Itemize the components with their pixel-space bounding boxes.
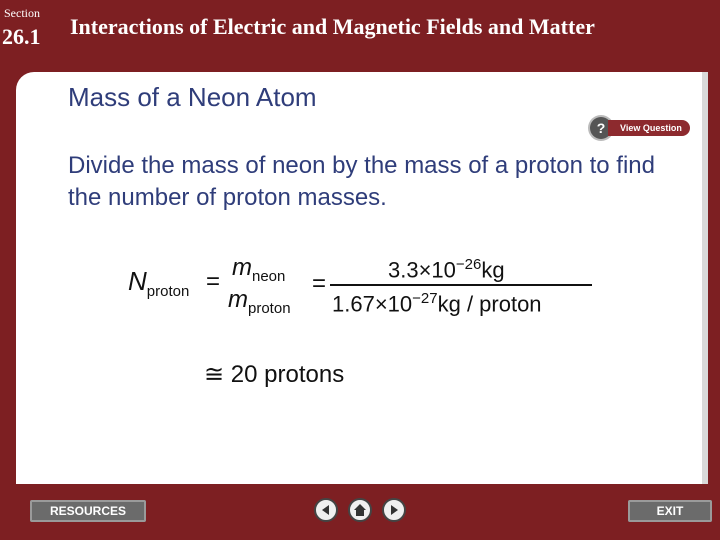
question-icon: ?	[590, 117, 612, 139]
arrow-left-icon	[320, 504, 332, 516]
lhs-term	[128, 266, 189, 300]
m-proton-subscript: proton	[248, 299, 291, 317]
denominator	[332, 290, 542, 317]
m-proton-term	[228, 286, 291, 317]
denominator-unit: kg / proton	[437, 291, 542, 317]
section-label: Section	[4, 6, 40, 20]
numerator	[388, 256, 505, 283]
slide-body-text: Divide the mass of neon by the mass of a proton to find the number of proton masses.	[68, 152, 655, 211]
section-badge	[0, 0, 58, 58]
numerator-exponent: −26	[455, 256, 482, 273]
previous-button[interactable]	[314, 498, 338, 522]
section-number: 26.1	[2, 24, 41, 49]
home-button[interactable]	[348, 498, 372, 522]
denominator-exponent: −27	[412, 290, 438, 307]
chapter-title: Interactions of Electric and Magnetic Fields and Matter	[70, 14, 595, 39]
approx-symbol: ≅	[204, 361, 225, 388]
numerator-coefficient: 3.3×10	[388, 257, 456, 283]
m-neon-symbol: m	[232, 254, 252, 281]
resources-button[interactable]: RESOURCES	[30, 500, 146, 522]
view-question-label: View Question	[608, 120, 690, 136]
next-button[interactable]	[382, 498, 406, 522]
view-question-button[interactable]	[590, 117, 690, 139]
denominator-coefficient: 1.67×10	[332, 291, 413, 317]
home-icon	[353, 503, 367, 517]
result-value: 20 protons	[230, 361, 345, 388]
lhs-subscript: proton	[146, 283, 190, 301]
m-proton-symbol: m	[228, 286, 248, 313]
slide-title: Mass of a Neon Atom	[68, 82, 317, 112]
equals-sign-1: =	[206, 268, 221, 295]
exit-button[interactable]: EXIT	[628, 500, 712, 522]
equals-sign-2: =	[312, 270, 327, 297]
arrow-right-icon	[388, 504, 400, 516]
m-neon-subscript: neon	[252, 267, 286, 285]
numerator-unit: kg	[481, 257, 505, 283]
fraction-bar	[330, 284, 592, 286]
result-line	[204, 360, 344, 389]
m-neon-term	[232, 254, 285, 285]
lhs-symbol: N	[128, 266, 147, 296]
